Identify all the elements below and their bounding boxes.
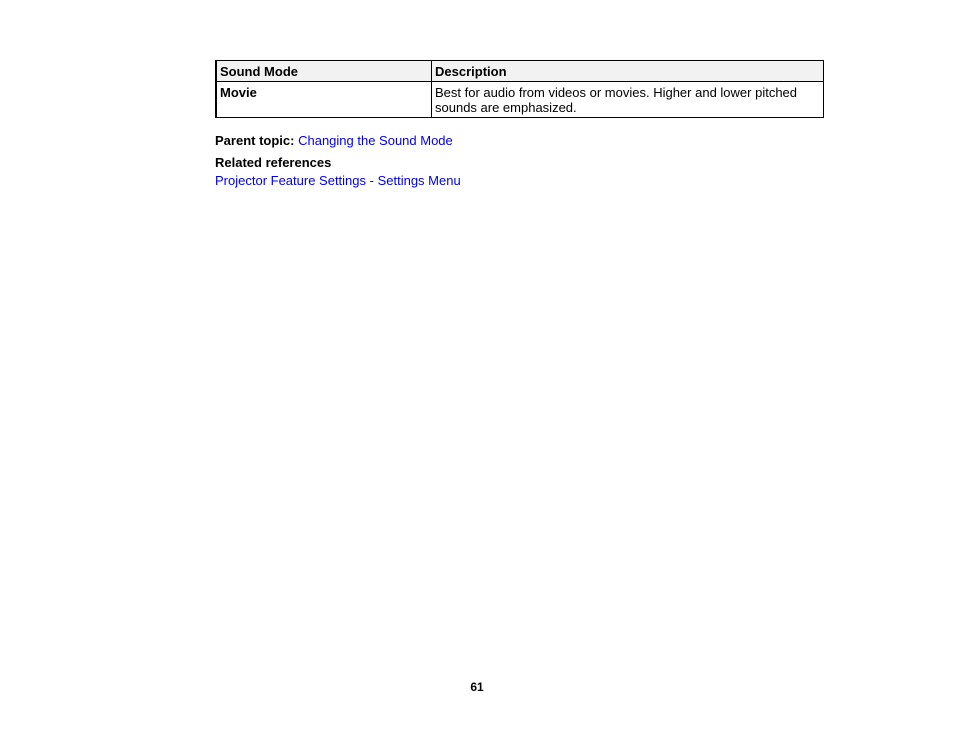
sound-mode-table (215, 60, 824, 118)
page-number: 61 (470, 680, 484, 694)
table-row (216, 82, 824, 118)
related-references-heading: Related references (215, 155, 332, 170)
parent-topic-label: Parent topic: (215, 133, 295, 148)
table-cell-description: Best for audio from videos or movies. Higher and lower pitched sounds are emphasized. (432, 82, 824, 118)
table-cell-mode: Movie (216, 82, 432, 118)
related-references-list (215, 173, 461, 188)
related-reference-link[interactable]: Projector Feature Settings - Settings Menu (215, 173, 461, 188)
table-header-row (216, 61, 824, 82)
header-sound-mode: Sound Mode (216, 61, 432, 82)
parent-topic-link[interactable]: Changing the Sound Mode (298, 133, 453, 148)
parent-topic (215, 133, 453, 148)
header-description: Description (432, 61, 824, 82)
